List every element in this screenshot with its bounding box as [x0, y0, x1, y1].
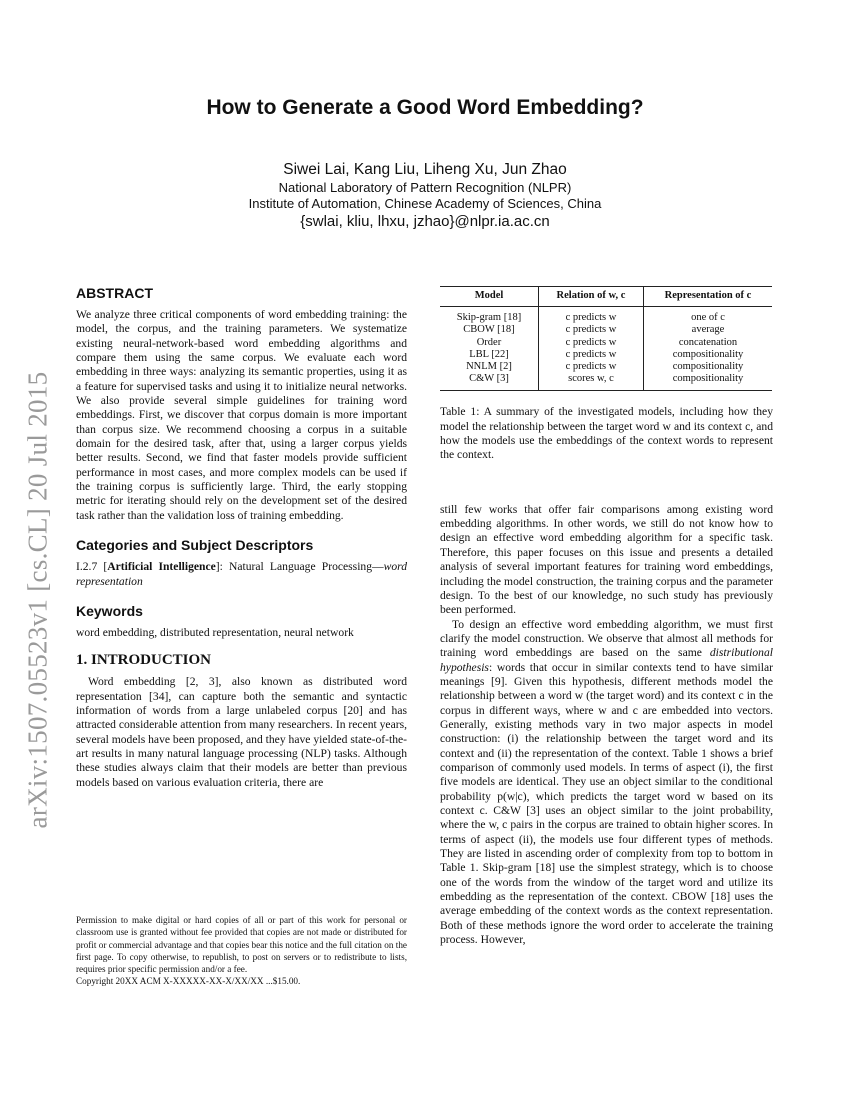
table-header-row [440, 287, 772, 307]
right-column [440, 286, 773, 947]
keywords-heading: Keywords [76, 602, 143, 619]
categories-heading: Categories and Subject Descriptors [76, 537, 314, 554]
table-row [440, 324, 772, 336]
copyright-line: Copyright 20XX ACM X-XXXXX-XX-X/XX/XX ...$15.00. [76, 976, 301, 987]
table-cell: Order [476, 336, 502, 348]
table-cell: scores w, c [538, 373, 643, 391]
affiliation-institute: Institute of Automation, Chinese Academy of Sciences, China [248, 196, 602, 211]
table-row [440, 307, 772, 325]
categories-text [76, 560, 407, 589]
introduction-paragraph-1-continued: still few works that offer fair comparisons among existing word embedding algorithms. In other words, we still do not know how to design an effective word embedding algorithm for a specific task. Therefore, this paper focuses on this issue and presents a detailed analysis of several important features for training word embeddings, including the model construction, the training corpus and the parameter design. To the best of our knowledge, no such study has previously been performed. [440, 502, 773, 617]
table-row [440, 373, 772, 391]
table-caption: Table 1: A summary of the investigated models, including how they model the relationship between the target word w and its context c, and how the models use the embeddings of the context words to represent the context. [440, 405, 773, 462]
table-cell: compositionality [643, 361, 772, 373]
table-header-cell: Representation of c [643, 287, 772, 307]
introduction-heading: 1. INTRODUCTION [76, 652, 212, 669]
arxiv-identifier: arXiv:1507.05523v1 [cs.CL] 20 Jul 2015 [22, 371, 53, 829]
table-row [440, 361, 772, 373]
table-cell: c predicts w [538, 307, 643, 325]
table-header-cell: Model [440, 287, 538, 307]
table-cell: CBOW [18] [463, 324, 515, 336]
table-cell: c predicts w [538, 361, 643, 373]
table-cell: compositionality [643, 373, 772, 391]
abstract-heading: ABSTRACT [76, 285, 153, 301]
table-cell: compositionality [643, 349, 772, 361]
table-row [440, 349, 772, 361]
author-names: Siwei Lai, Kang Liu, Liheng Xu, Jun Zhao [283, 161, 567, 178]
table-cell: c predicts w [538, 349, 643, 361]
author-emails: {swlai, kliu, lhxu, jzhao}@nlpr.ia.ac.cn [300, 213, 550, 230]
copyright-notice [76, 914, 407, 988]
abstract-text: We analyze three critical components of word embedding training: the model, the corpus, and the training parameters. We systematize existing neural-network-based word embedding algorithms and compare them using the same corpus. We evaluate each word embedding in three ways: analyzing its semantic properties, using it as a feature for supervised tasks and using it to initialize neural networks. We also provide several simple guidelines for training word embeddings. First, we discover that corpus domain is more important than corpus size. We recommend choosing a corpus in a suitable domain for the desired task, after that, using a larger corpus yields better results. Second, we find that faster models provide sufficient performance in most cases, and more complex models can be used if the training corpus is sufficiently large. Third, the early stopping metric for iterating should rely on the development set of the desired task rather than the validation loss of training embedding. [76, 308, 407, 522]
category-italic-term: word representation [76, 560, 408, 588]
category-code: I.2.7 [ [76, 560, 108, 574]
intro-p2-emphasis: distributional hypothesis [440, 646, 773, 674]
table-cell: Skip-gram [18] [456, 312, 522, 324]
intro-p2-part-a: To design an effective word embedding algorithm, we must first clarify the model construction. We observe that almost all methods for training word embeddings are based on the same [440, 617, 773, 660]
category-rest: ]: Natural Language Processing— [215, 560, 384, 574]
intro-p2-part-b: : words that occur in similar contexts tend to have similar meanings [9]. Given this hypothesis, different methods model the relationship between a word w (the target word) and its context c in the corpus in different ways, where w and c are embedded into vectors. Generally, existing methods vary in two major aspects in model construction: (i) the relationship between the target word and its context and (ii) the representation of the context. Table 1 shows a brief comparison of commonly used models. In terms of aspect (i), the first five models are identical. They use an object similar to the conditional probability p(w|c), which predicts the target word w based on its context c. C&W [3] uses an object similar to the joint probability, where the w, c pairs in the corpus are trained to obtain higher scores. In terms of aspect (ii), the models use four different types of methods. They are listed in ascending order of complexity from top to bottom in Table 1. Skip-gram [18] use the simplest strategy, which is to choose one of the words from the window of the target word and utilize its embedding as the representation of the context. CBOW [18] uses the average embedding of the context words as the context representation. Both of these methods ignore the word order to accelerate the training process. However, [440, 660, 773, 947]
paper-title: How to Generate a Good Word Embedding? [206, 96, 644, 119]
models-table [440, 286, 772, 391]
introduction-paragraph-2 [440, 618, 773, 948]
table-cell: c predicts w [538, 337, 643, 349]
left-column [76, 285, 407, 790]
table-cell: NNLM [2] [466, 361, 512, 373]
table-cell: concatenation [643, 337, 772, 349]
table-row [440, 337, 772, 349]
affiliation-lab: National Laboratory of Pattern Recognition (NLPR) [278, 180, 572, 195]
table-cell: c predicts w [538, 324, 643, 336]
author-block [0, 160, 850, 231]
table-cell: C&W [3] [469, 373, 509, 385]
keywords-text: word embedding, distributed representation, neural network [76, 625, 354, 639]
permission-text: Permission to make digital or hard copies of all or part of this work for personal or classroom use is granted without fee provided that copies are not made or distributed for profit or commercial advantage and that copies bear this notice and the full citation on the first page. To copy otherwise, to republish, to post on servers or to redistribute to lists, requires prior specific permission and/or a fee. [76, 915, 407, 975]
table-cell: LBL [22] [469, 348, 509, 360]
table-header-cell: Relation of w, c [538, 287, 643, 307]
table-cell: one of c [643, 307, 772, 325]
table-cell: average [643, 324, 772, 336]
introduction-paragraph-1: Word embedding [2, 3], also known as distributed word representation [34], can capture both the semantic and syntactic information of words from a large unlabeled corpus [20] and has attracted considerable attention from many researchers. In recent years, several models have been proposed, and they have yielded state-of-the-art results in many natural language processing (NLP) tasks. Although these studies always claim that their models are better than previous models based on various evaluation criteria, there are [76, 675, 407, 789]
category-bold-term: Artificial Intelligence [107, 560, 216, 574]
